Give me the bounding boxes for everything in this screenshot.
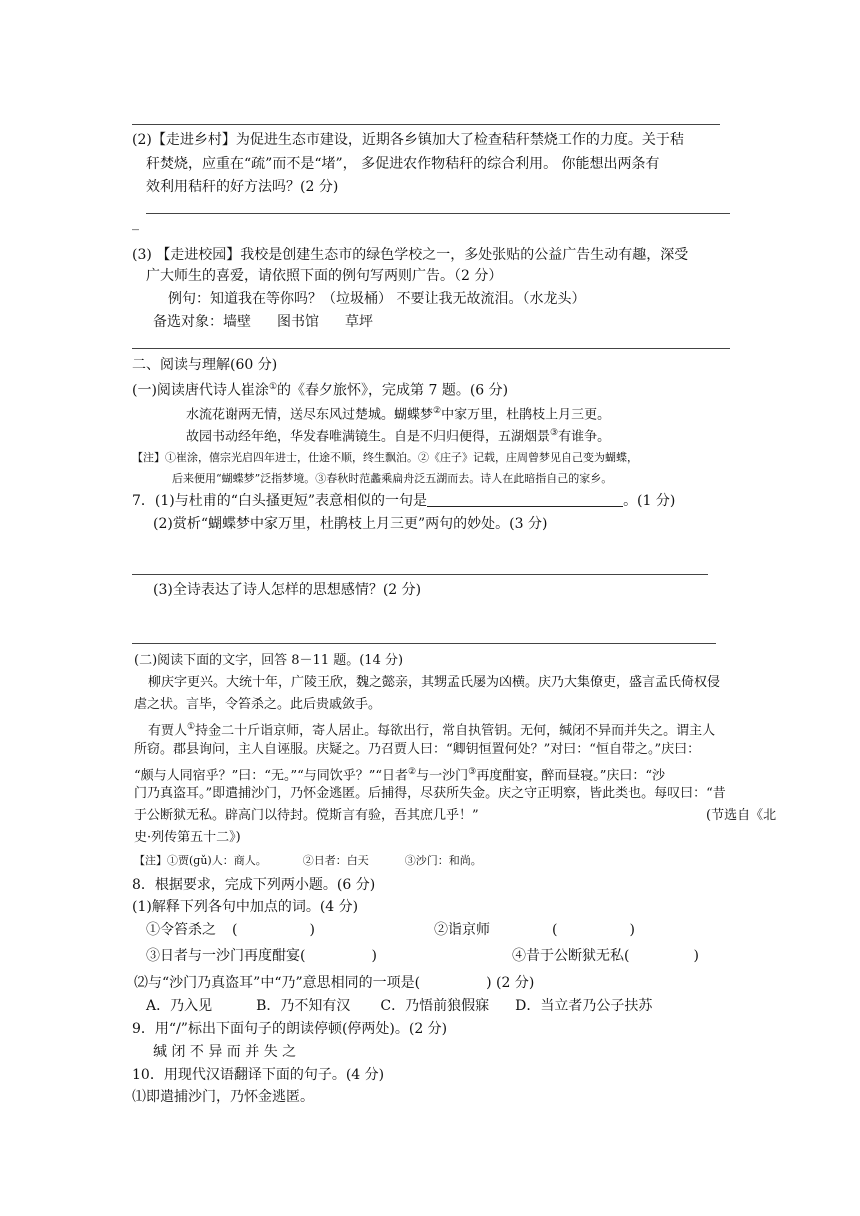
q7-1 bbox=[132, 492, 675, 510]
poem-intro-text: (一)阅读唐代诗人崔涂 bbox=[132, 382, 269, 399]
passage-p1-line1: 柳庆字更兴。大统十年，广陵王欣，魏之懿亲，其甥孟氏屡为凶横。庆乃大集僚吏，盛言孟氏倚权侵 bbox=[148, 675, 721, 690]
passage-note-1: 【注】①贾(ɡǔ)人：商人。 bbox=[134, 854, 267, 867]
poem-line-1 bbox=[186, 402, 610, 424]
q8-1-blank-1[interactable]: ( ) bbox=[232, 922, 315, 938]
passage-p2-line3 bbox=[134, 763, 665, 785]
poem-line-2-a: 故园书动经年绝，华发春唯满镜生。自是不归归便得，五湖烟景 bbox=[186, 429, 551, 445]
passage-p2-line1 bbox=[148, 718, 715, 740]
note-marker: ③ bbox=[550, 428, 559, 438]
q8-1-item-3-text: ③日者与一沙门再度酣宴( bbox=[146, 948, 306, 964]
q8-1-item-2-text: ②诣京师 bbox=[434, 922, 490, 938]
answer-line-q7-2 bbox=[132, 574, 708, 575]
q2-line-2: 秆焚烧，应重在“疏”而不是“堵”， 多促进农作物秸秆的综合利用。 你能想出两条有 bbox=[146, 156, 660, 172]
q8-1-item-4-text: ④昔于公断狱无私( bbox=[512, 948, 630, 964]
q3-options-label: 备选对象： bbox=[153, 314, 223, 330]
answer-line-q3 bbox=[132, 348, 730, 349]
underscore-mark: _ bbox=[132, 215, 139, 231]
q8: 8．根据要求，完成下列两小题。(6 分) bbox=[132, 877, 376, 893]
passage-p2-line3-b: 与一沙门 bbox=[416, 768, 469, 784]
q8-2-text: ⑵与“沙门乃真盗耳”中“乃”意思相同的一项是( bbox=[134, 975, 421, 991]
q2-line-1: (2)【走进乡村】为促进生态市建设，近期各乡镇加大了检查秸秆禁烧工作的力度。关于秸 bbox=[132, 132, 684, 148]
q3-example: 例句：知道我在等你吗？（垃圾桶） 不要让我无故流泪。（水龙头） bbox=[168, 291, 586, 307]
passage-p2-line3-c: 再度酣宴，醉而昼寝。”庆曰：“沙 bbox=[476, 768, 665, 784]
q3-option-2: 图书馆 bbox=[277, 314, 319, 330]
q8-2 bbox=[134, 974, 534, 992]
answer-line-q7-3 bbox=[132, 643, 716, 644]
q8-1-item-2 bbox=[434, 921, 490, 939]
note-marker: ① bbox=[268, 382, 278, 392]
q8-1-item-1-text: ①令笞杀之 bbox=[146, 922, 216, 938]
q8-2-option-a[interactable]: A．乃入见 bbox=[146, 998, 213, 1014]
q3-line-2: 广大师生的喜爱，请依照下面的例句写两则广告。（2 分） bbox=[146, 268, 503, 284]
note-marker: ② bbox=[408, 767, 417, 777]
note-marker: ② bbox=[433, 406, 442, 416]
note-marker: ③ bbox=[468, 767, 477, 777]
q7-2: (2)赏析“蝴蝶梦中家万里，杜鹃枝上月三更”两句的妙处。(3 分) bbox=[153, 516, 548, 532]
passage-p2-line3-a: “颇与人同宿乎？”曰：“无。”“与同饮乎？”“日者 bbox=[134, 768, 409, 784]
q8-1-item-4: ④昔于公断狱无私( ) bbox=[512, 948, 699, 964]
passage-notes bbox=[134, 852, 482, 870]
passage-p2-line4: 门乃真盗耳。”即遣捕沙门，乃怀金逃匿。后捕得，尽获所失金。庆之守正明察，皆此类也。每叹曰：“昔 bbox=[134, 786, 726, 801]
classical-intro: (二)阅读下面的文字，回答 8－11 题。(14 分) bbox=[134, 653, 404, 668]
q7-1-blank[interactable] bbox=[427, 492, 623, 507]
q7-1-score: 。(1 分) bbox=[623, 493, 676, 509]
q8-2-option-d[interactable]: D．当立者乃公子扶苏 bbox=[515, 998, 653, 1014]
poem-notes-1: 【注】①崔涂，僖宗光启四年进士，仕途不顺，终生飘泊。②《庄子》记载，庄周曾梦见自己变为蝴蝶， bbox=[132, 451, 638, 464]
q7-3: (3)全诗表达了诗人怎样的思想感情？(2 分) bbox=[153, 582, 422, 598]
q9-sentence: 缄 闭 不 异 而 并 失 之 bbox=[153, 1044, 297, 1060]
poem-line-2 bbox=[186, 424, 610, 446]
note-marker: ① bbox=[187, 722, 196, 732]
q8-2-score: ) (2 分) bbox=[486, 975, 535, 991]
q8-2-options bbox=[146, 997, 652, 1015]
q8-2-option-c[interactable]: C．乃悟前狼假寐 bbox=[380, 998, 490, 1014]
q8-1-item-3: ③日者与一沙门再度酣宴( ) bbox=[146, 948, 377, 964]
q3-options bbox=[153, 313, 373, 331]
q7-1-text: 7．(1)与杜甫的“白头搔更短”表意相似的一句是 bbox=[132, 493, 428, 509]
poem-line-1-b: 中家万里，杜鹃枝上月三更。 bbox=[441, 407, 611, 423]
q9: 9．用“/”标出下面句子的朗读停顿(停两处)。(2 分) bbox=[132, 1021, 448, 1037]
q8-1-item-1 bbox=[146, 921, 216, 939]
q3-line-1: (3) 【走进校园】我校是创建生态市的绿色学校之一，多处张贴的公益广告生动有趣，深受 bbox=[132, 247, 689, 263]
passage-p2-line5: 于公断狱无私。辟高门以待封。傥斯言有验，吾其庶几乎！” bbox=[134, 808, 479, 823]
poem-line-1-a: 水流花谢两无情，送尽东风过楚城。蝴蝶梦 bbox=[186, 407, 434, 423]
passage-p2-line1-a: 有贾人 bbox=[148, 723, 188, 739]
q3-option-1: 墙壁 bbox=[223, 314, 251, 330]
q8-1-blank-2[interactable]: ( ) bbox=[552, 922, 635, 938]
passage-note-3: ③沙门：和尚。 bbox=[404, 854, 482, 867]
q3-option-3: 草坪 bbox=[345, 314, 373, 330]
q8-1: (1)解释下列各句中加点的词。(4 分) bbox=[132, 899, 359, 915]
passage-p2-line1-b: 持金二十斤诣京师，寄人居止。每欲出行，常自执管钥。无何，缄闭不异而并失之。谓主人 bbox=[195, 723, 716, 739]
passage-p2-line2: 所窃。郡县询问，主人自诬服。庆疑之。乃召贾人曰：“卿钥恒置何处？”对曰：“恒自带之。”庆曰： bbox=[134, 742, 701, 757]
answer-line-q2 bbox=[146, 213, 730, 214]
q10: 10．用现代汉语翻译下面的句子。(4 分) bbox=[132, 1067, 385, 1083]
passage-source-b: 史·列传第五十二》) bbox=[134, 830, 241, 845]
answer-line-q1 bbox=[132, 124, 720, 125]
q2-line-3: 效利用秸秆的好方法吗？(2 分) bbox=[146, 179, 339, 195]
passage-note-2: ②日者：白天 bbox=[302, 854, 369, 867]
passage-p1-line2: 虐之状。言毕，令笞杀之。此后贵戚敛手。 bbox=[134, 697, 382, 712]
section-heading: 二、阅读与理解(60 分) bbox=[132, 357, 278, 373]
passage-source-a: (节选自《北 bbox=[706, 808, 777, 823]
q10-1: ⑴即遣捕沙门，乃怀金逃匿。 bbox=[132, 1089, 314, 1105]
poem-line-2-b: 有谁争。 bbox=[558, 429, 611, 445]
poem-intro bbox=[132, 378, 508, 400]
poem-notes-2: 后来便用“蝴蝶梦”泛指梦境。③春秋时范蠡乘扁舟泛五湖而去。诗人在此暗指自己的家乡。 bbox=[172, 472, 613, 485]
poem-intro-text-b: 的《春夕旅怀》，完成第 7 题。(6 分) bbox=[277, 382, 509, 399]
q8-2-option-b[interactable]: B．乃不知有汉 bbox=[256, 998, 351, 1014]
